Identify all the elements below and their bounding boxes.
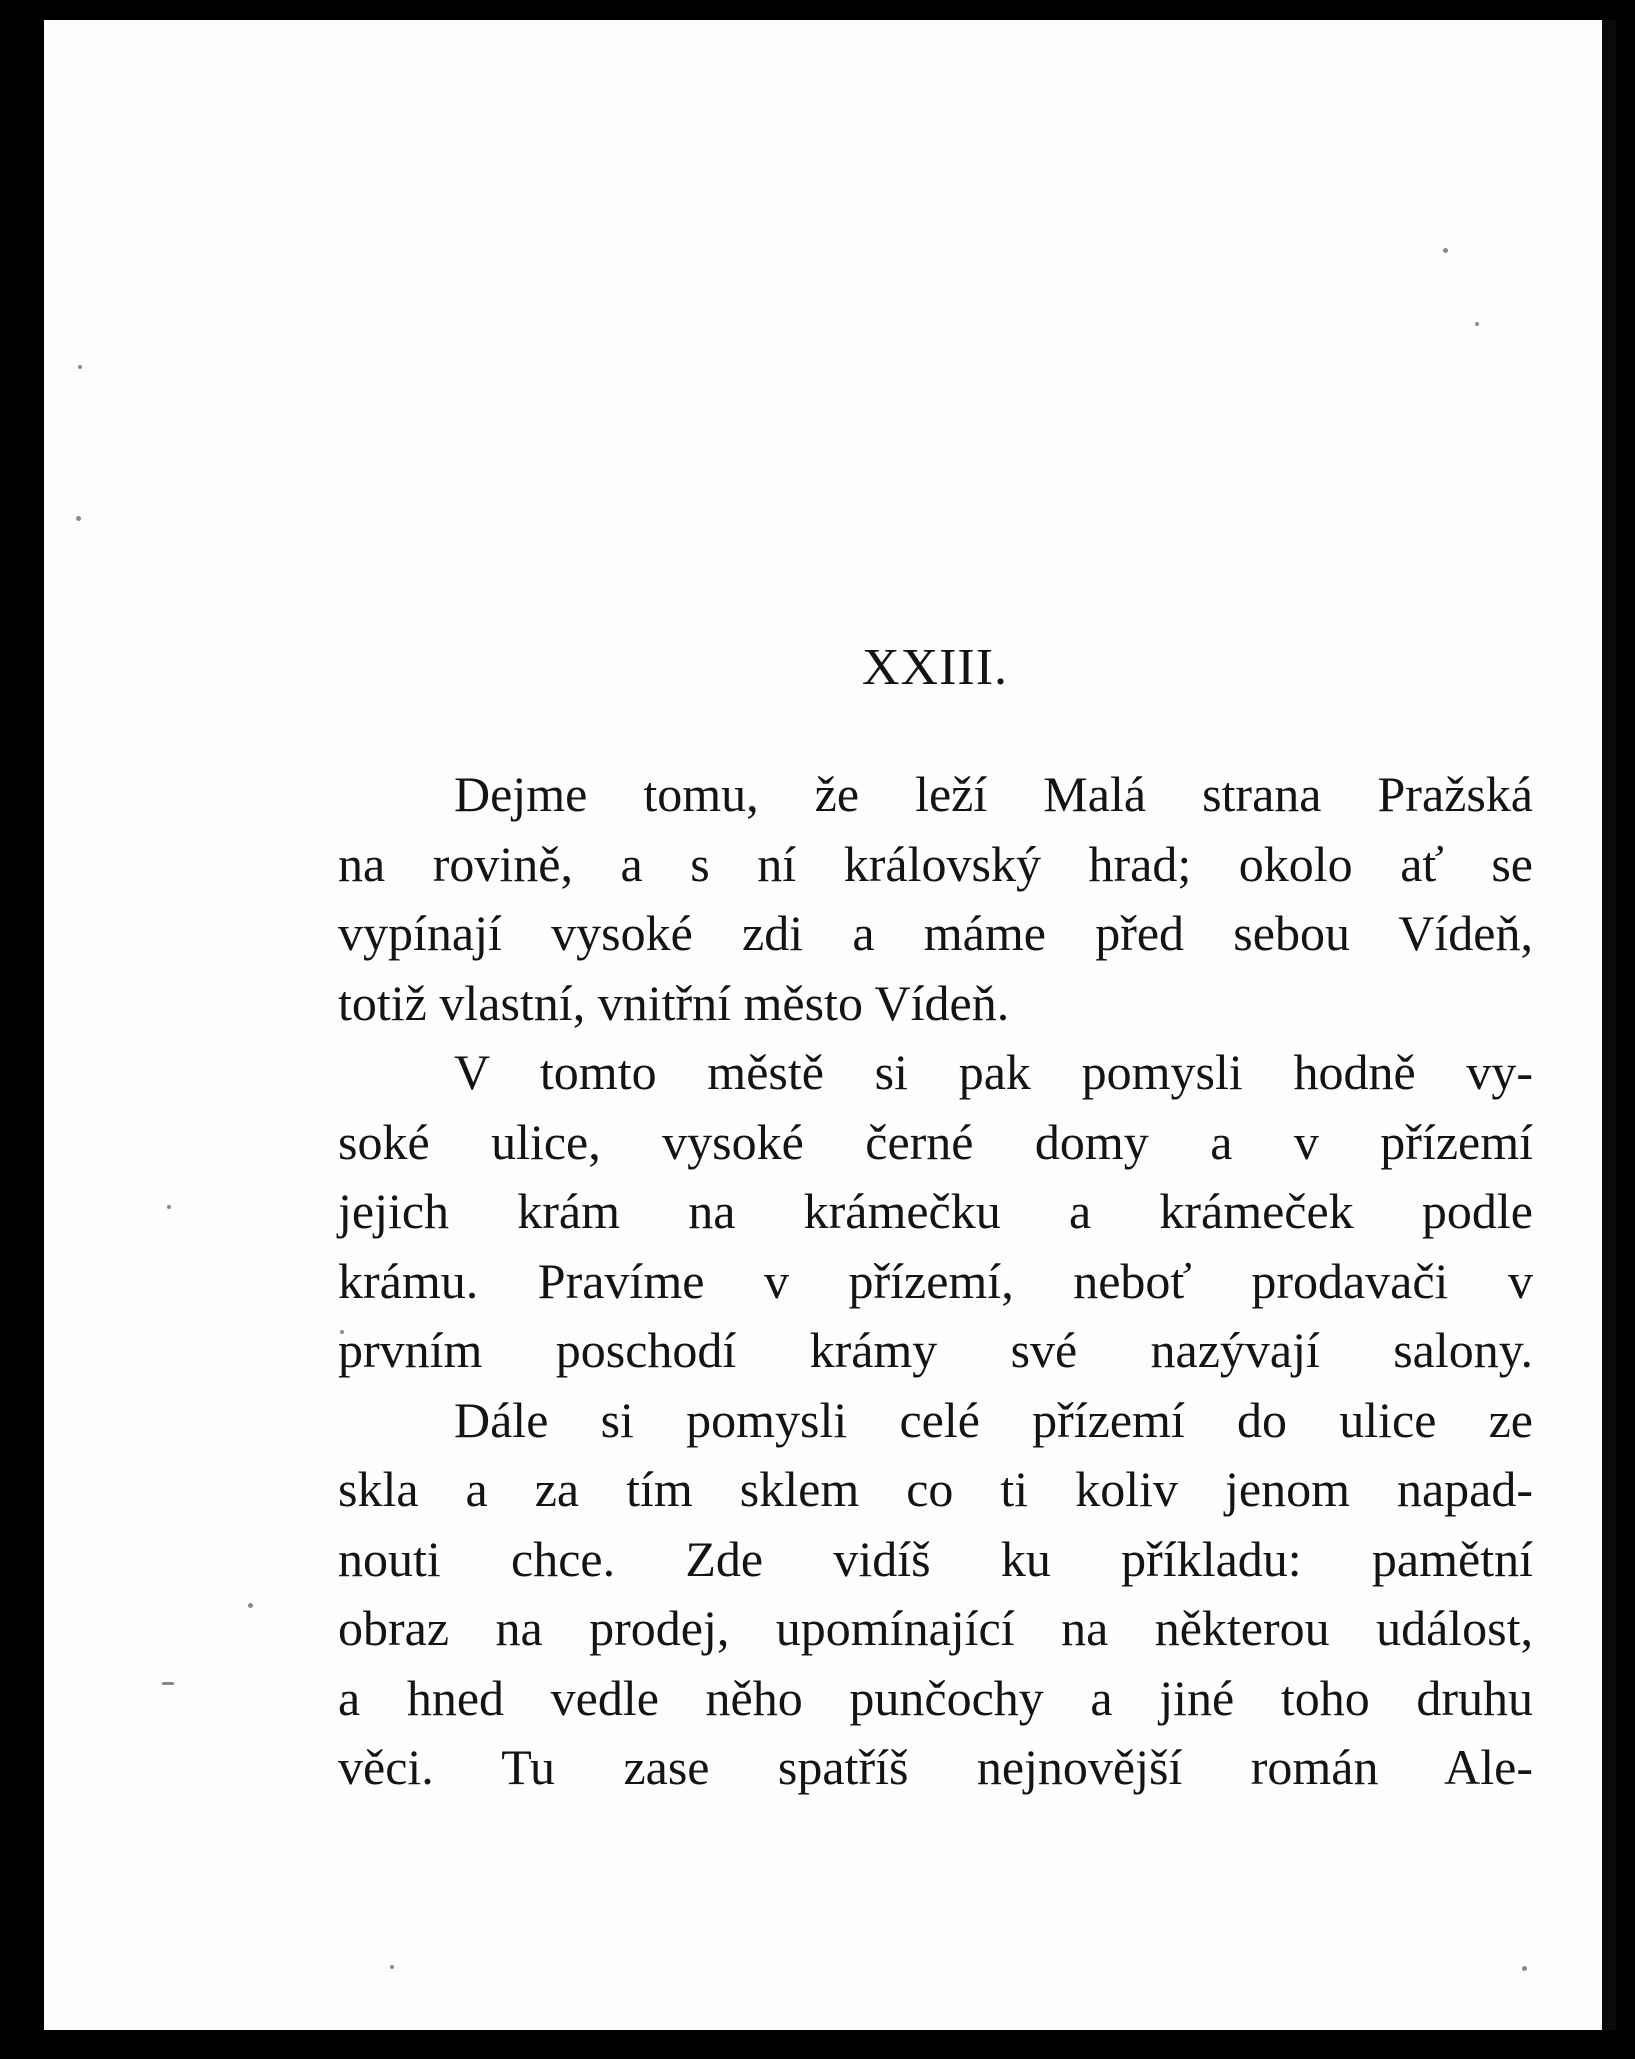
scan-speck [78,365,82,369]
text-line: jejich krám na krámečku a krámeček podle [338,1183,1533,1239]
text-line: na rovině, a s ní královský hrad; okolo ať se [338,835,1533,892]
text-line: obraz na prodej, upomínající na některou událost, [338,1600,1533,1656]
text-line: soké ulice, vysoké černé domy a v přízemí [338,1113,1533,1170]
scan-speck [162,1682,174,1685]
text-line: nouti chce. Zde vidíš ku příkladu: pamětní [338,1530,1533,1587]
scan-speck [390,1965,394,1969]
text-line: skla a za tím sklem co ti koliv jenom napad- [338,1461,1533,1517]
text-line: vypínají vysoké zdi a máme před sebou Vídeň, [338,905,1533,961]
text-line: krámu. Pravíme v přízemí, neboť prodavači v [338,1252,1533,1309]
text-line: věci. Tu zase spatříš nejnovější román Ale- [338,1739,1533,1795]
text-line: Dejme tomu, že leží Malá strana Pražská [454,766,1533,822]
scan-speck [248,1603,253,1608]
paragraph [338,1386,1533,1803]
scan-speck [167,1205,171,1209]
text-line: totiž vlastní, vnitřní město Vídeň. [338,974,1010,1031]
paragraph [338,1038,1533,1386]
scan-speck [1475,322,1479,326]
body-text [338,760,1533,1803]
text-line: V tomto městě si pak pomysli hodně vy- [454,1044,1533,1100]
paragraph [338,760,1533,1038]
scan-speck [1522,1966,1527,1971]
text-line: prvním poschodí krámy své nazývají salony. [338,1322,1533,1378]
text-line: Dále si pomysli celé přízemí do ulice ze [454,1391,1533,1448]
page-edge-shadow [1602,20,1616,2030]
scan-speck [76,516,81,521]
text-line: a hned vedle něho punčochy a jiné toho druhu [338,1669,1533,1726]
chapter-heading: XXIII. [861,639,1009,696]
scan-speck [1443,248,1448,253]
